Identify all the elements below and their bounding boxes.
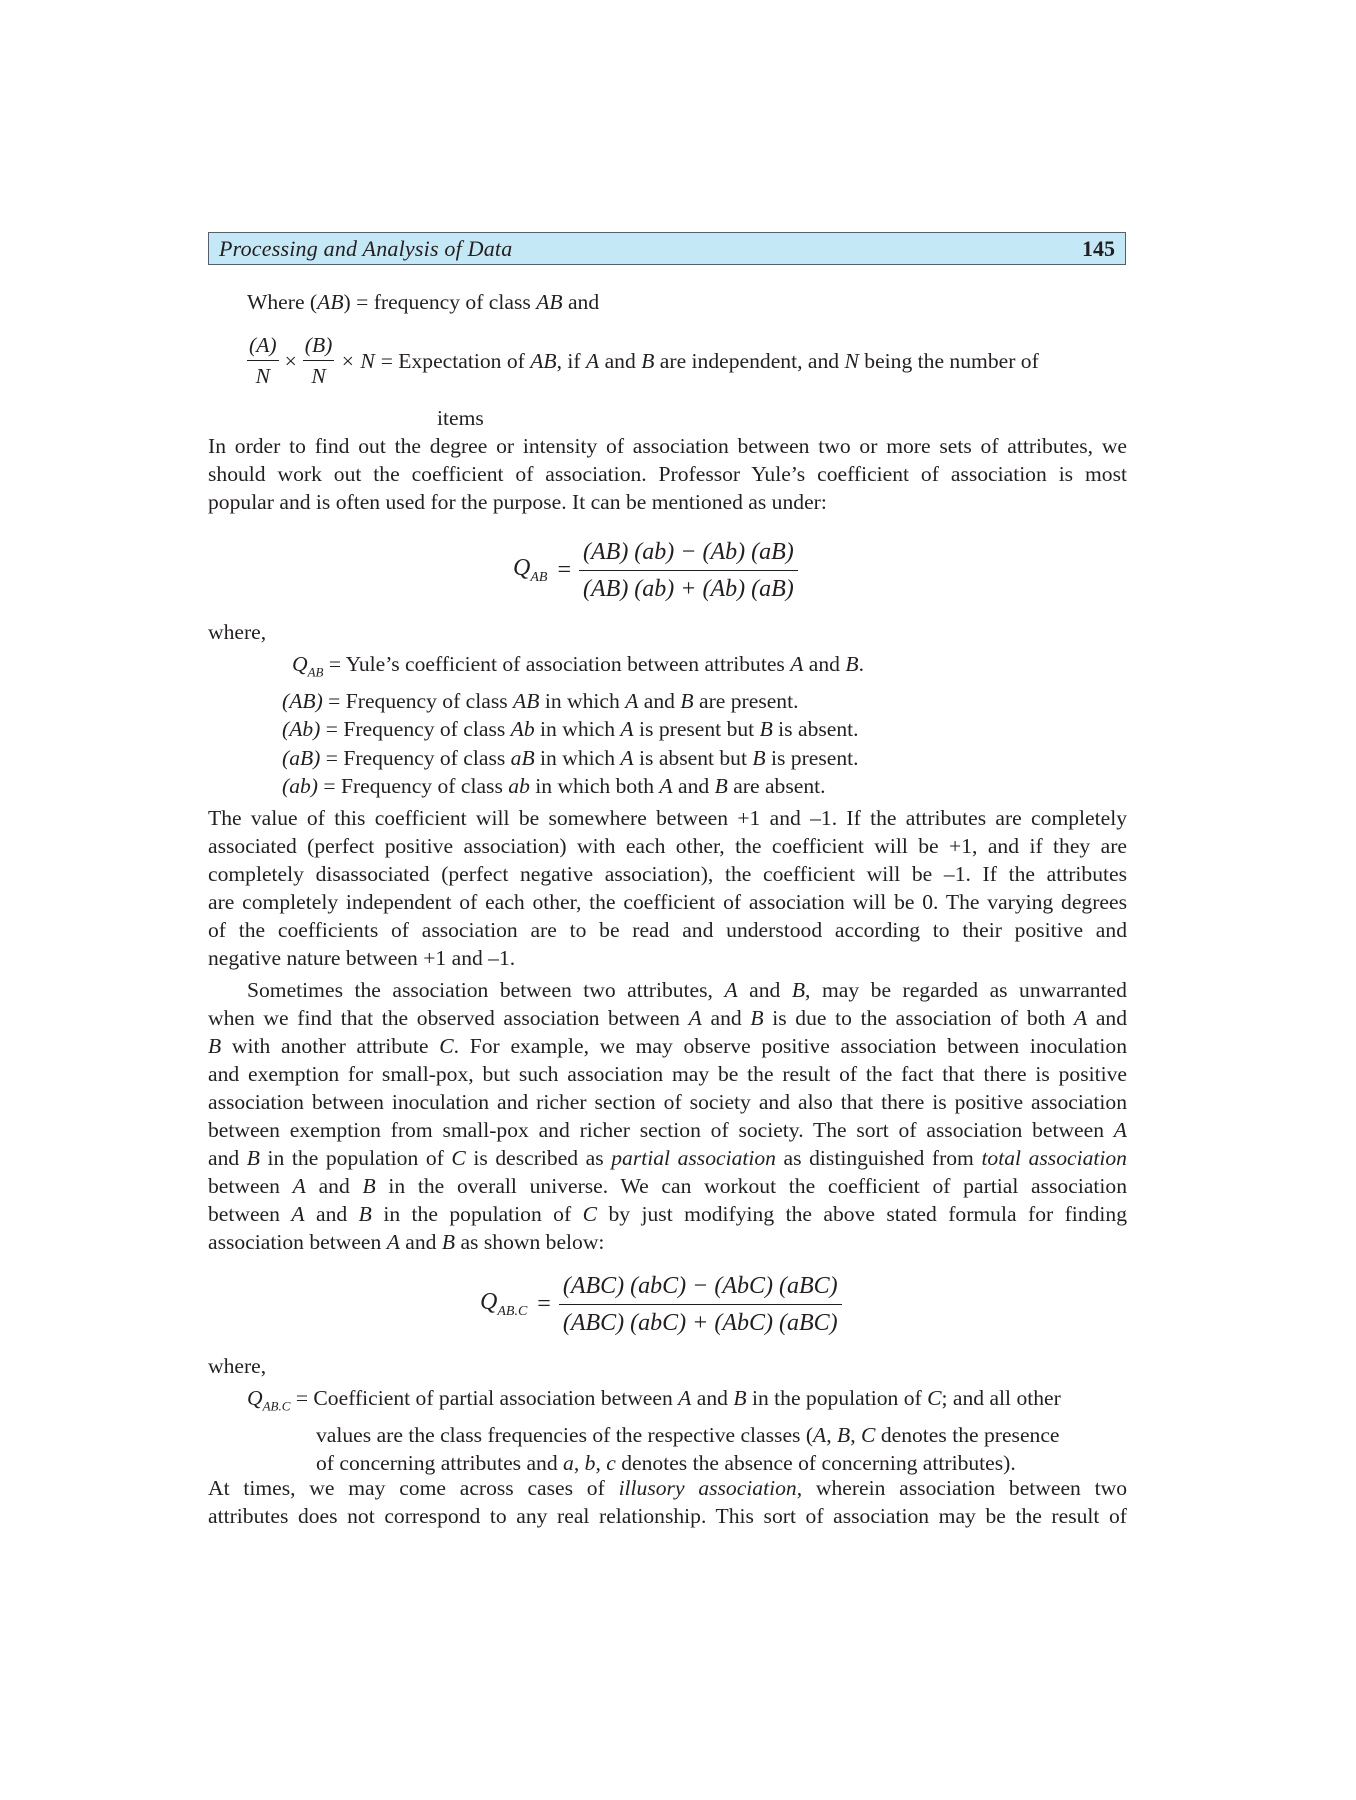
term: (ab) bbox=[282, 774, 318, 799]
text: are present. bbox=[693, 688, 799, 713]
var: B bbox=[362, 1174, 376, 1198]
formula-lhs bbox=[513, 555, 547, 586]
var: B bbox=[752, 745, 766, 770]
text-line: In order to find out the degree or intensity of association between two or more sets of attributes, we bbox=[208, 434, 1127, 458]
var: A bbox=[688, 1006, 702, 1030]
paragraph-partial-association bbox=[208, 976, 1127, 1256]
text: and bbox=[208, 1146, 247, 1170]
var: N bbox=[844, 348, 859, 373]
formula-fraction bbox=[579, 534, 798, 607]
text: and bbox=[599, 348, 642, 373]
text: when we find that the observed association between bbox=[208, 1006, 689, 1030]
var: B bbox=[208, 1034, 222, 1058]
where-label: where, bbox=[208, 620, 267, 644]
var: A bbox=[724, 978, 738, 1002]
text: , bbox=[573, 1451, 585, 1476]
var: AB bbox=[317, 290, 344, 314]
var: B bbox=[714, 774, 728, 799]
definition-lower-a-b bbox=[282, 744, 864, 773]
text: and bbox=[638, 688, 681, 713]
text: = Frequency of class bbox=[317, 774, 509, 799]
text: and bbox=[672, 774, 715, 799]
term: (Ab) bbox=[282, 717, 321, 742]
text: . bbox=[858, 652, 864, 676]
var: ab bbox=[508, 774, 530, 799]
var: A bbox=[620, 745, 634, 770]
definition-line bbox=[247, 1384, 1061, 1421]
var: b bbox=[584, 1451, 596, 1476]
equals-sign: = bbox=[537, 1291, 551, 1317]
text: as shown below: bbox=[455, 1230, 605, 1254]
text: and bbox=[737, 978, 792, 1002]
term-illusory-association: illusory association bbox=[618, 1476, 797, 1500]
text: denotes the absence of concerning attributes). bbox=[615, 1451, 1016, 1476]
text: = Frequency of class bbox=[322, 688, 514, 713]
var: B bbox=[641, 348, 655, 373]
text: in which bbox=[534, 717, 621, 742]
text: , bbox=[850, 1422, 862, 1447]
var: A bbox=[586, 348, 600, 373]
term: (AB) bbox=[282, 688, 323, 713]
text: and bbox=[305, 1174, 363, 1198]
var: A bbox=[790, 652, 804, 676]
var: B bbox=[246, 1146, 260, 1170]
yule-q-formula bbox=[513, 534, 798, 607]
var: aB bbox=[510, 745, 535, 770]
var: A bbox=[813, 1422, 827, 1447]
text: denotes the presence bbox=[875, 1422, 1060, 1447]
text: , if bbox=[556, 348, 586, 373]
text: by just modifying the above stated formula for finding bbox=[597, 1202, 1127, 1226]
text-line: association between inoculation and richer section of society and also that there is positive association bbox=[208, 1090, 1127, 1114]
text: ) = frequency of class bbox=[343, 290, 537, 314]
text-line: popular and is often used for the purpose. It can be mentioned as under: bbox=[208, 490, 827, 514]
text-line bbox=[208, 1172, 1127, 1200]
var: B bbox=[750, 1006, 764, 1030]
q-subscript: AB.C bbox=[497, 1303, 528, 1319]
page-number: 145 bbox=[1082, 235, 1115, 261]
text: between exemption from small-pox and richer section of society. The sort of association between bbox=[208, 1118, 1114, 1142]
text: and bbox=[399, 1230, 442, 1254]
formula-fraction bbox=[559, 1268, 842, 1341]
text: = Yule’s coefficient of association between attributes bbox=[323, 652, 791, 676]
text: and bbox=[701, 1006, 751, 1030]
fraction-a-over-n bbox=[247, 330, 279, 391]
var: c bbox=[606, 1451, 616, 1476]
text: is present. bbox=[765, 745, 859, 770]
text: between bbox=[208, 1174, 293, 1198]
times-sign: × bbox=[284, 348, 297, 373]
text-line: should work out the coefficient of association. Professor Yule’s coefficient of association is most bbox=[208, 462, 1127, 486]
text-line bbox=[208, 1116, 1127, 1144]
var: B bbox=[441, 1230, 456, 1254]
text: in the population of bbox=[371, 1202, 583, 1226]
q-symbol: Q bbox=[480, 1289, 498, 1316]
term: Q bbox=[292, 652, 308, 676]
text: in the population of bbox=[746, 1386, 928, 1410]
term-subscript: AB bbox=[307, 664, 324, 680]
text: association between bbox=[208, 1230, 387, 1254]
text: are absent. bbox=[727, 774, 826, 799]
text: being the number of bbox=[858, 348, 1039, 373]
text: is absent but bbox=[633, 745, 753, 770]
text-line bbox=[208, 1032, 1127, 1060]
text: in the overall universe. We can workout the coefficient of partial association bbox=[375, 1174, 1127, 1198]
text-line bbox=[208, 976, 1127, 1004]
paragraph-intro-coefficient bbox=[208, 432, 1127, 516]
var: A bbox=[659, 774, 673, 799]
definition-lower-ab bbox=[282, 772, 864, 801]
denominator: N bbox=[255, 364, 270, 388]
text: , wherein association between two bbox=[796, 1476, 1128, 1500]
term-partial-association: partial association bbox=[611, 1146, 776, 1170]
denominator: (ABC) (abC) + (AbC) (aBC) bbox=[562, 1310, 838, 1336]
definitions-list bbox=[282, 650, 864, 801]
text: ; and all other bbox=[941, 1386, 1061, 1410]
var: C bbox=[451, 1146, 466, 1170]
text: = Frequency of class bbox=[320, 745, 511, 770]
expectation-text bbox=[381, 346, 1039, 376]
numerator: (B) bbox=[303, 330, 335, 361]
definition-ab-lower-b bbox=[282, 715, 864, 744]
text: is described as bbox=[465, 1146, 612, 1170]
text: values are the class frequencies of the respective classes ( bbox=[316, 1422, 814, 1447]
text: is present but bbox=[633, 717, 760, 742]
text-line bbox=[208, 1144, 1127, 1172]
times-n: × N bbox=[340, 348, 375, 373]
var: A bbox=[678, 1386, 692, 1410]
term-subscript: AB.C bbox=[262, 1398, 291, 1414]
text: , may be regarded as unwarranted bbox=[805, 978, 1127, 1002]
text-line: of the coefficients of association are to be read and understood according to their positive and bbox=[208, 918, 1127, 942]
text: and bbox=[304, 1202, 359, 1226]
numerator: (AB) (ab) − (Ab) (aB) bbox=[579, 534, 798, 571]
var: AB bbox=[513, 688, 540, 713]
definition-ab bbox=[282, 687, 864, 716]
term: Q bbox=[247, 1386, 263, 1410]
text: in the population of bbox=[259, 1146, 452, 1170]
text: Where ( bbox=[247, 290, 318, 314]
where-label: where, bbox=[208, 1354, 267, 1378]
text-line: and exemption for small-pox, but such association may be the result of the fact that there is positive bbox=[208, 1062, 1127, 1086]
var: C bbox=[927, 1386, 942, 1410]
text-line: negative nature between +1 and –1. bbox=[208, 946, 516, 970]
text-line bbox=[208, 1474, 1127, 1502]
term-total-association: total association bbox=[981, 1146, 1127, 1170]
text-line bbox=[208, 1200, 1127, 1228]
paragraph-coefficient-range bbox=[208, 804, 1127, 972]
text-line: completely disassociated (perfect negative association), the coefficient will be –1. If the attributes bbox=[208, 862, 1127, 886]
var: A bbox=[291, 1202, 305, 1226]
where-ab-line bbox=[247, 288, 599, 316]
text: is due to the association of both bbox=[763, 1006, 1074, 1030]
denominator: N bbox=[311, 364, 326, 388]
text: of concerning attributes and bbox=[316, 1451, 564, 1476]
text-line: attributes does not correspond to any real relationship. This sort of association may be the result of bbox=[208, 1504, 1127, 1528]
q-symbol: Q bbox=[513, 555, 531, 582]
text: in which bbox=[539, 688, 626, 713]
text: . For example, we may observe positive association between inoculation bbox=[453, 1034, 1128, 1058]
running-title: Processing and Analysis of Data bbox=[219, 235, 513, 261]
text: with another attribute bbox=[221, 1034, 440, 1058]
var: C bbox=[861, 1422, 876, 1447]
text-line: associated (perfect positive association) with each other, the coefficient will be +1, and if they are bbox=[208, 834, 1127, 858]
denominator: (AB) (ab) + (Ab) (aB) bbox=[583, 576, 794, 602]
var: AB bbox=[536, 290, 563, 314]
var: B bbox=[733, 1386, 747, 1410]
equals-sign: = bbox=[557, 557, 571, 583]
var: B bbox=[680, 688, 694, 713]
text-line bbox=[208, 1228, 1127, 1256]
expectation-formula bbox=[247, 330, 1039, 391]
var: B bbox=[837, 1422, 851, 1447]
q-subscript: AB bbox=[530, 569, 548, 585]
var: Ab bbox=[510, 717, 535, 742]
var: A bbox=[292, 1174, 306, 1198]
text-line bbox=[208, 1004, 1127, 1032]
text: and bbox=[691, 1386, 734, 1410]
fraction-b-over-n bbox=[303, 330, 335, 391]
text: and bbox=[1087, 1006, 1127, 1030]
var: B bbox=[845, 652, 859, 676]
numerator: (ABC) (abC) − (AbC) (aBC) bbox=[559, 1268, 842, 1305]
items-continuation: items bbox=[437, 406, 484, 430]
definition-q-ab-c bbox=[247, 1384, 1061, 1478]
text: are independent, and bbox=[654, 348, 845, 373]
text-line: The value of this coefficient will be somewhere between +1 and –1. If the attributes are completely bbox=[208, 806, 1127, 830]
text: in which bbox=[534, 745, 621, 770]
var: C bbox=[439, 1034, 454, 1058]
text: At times, we may come across cases of bbox=[208, 1476, 619, 1500]
formula-lhs bbox=[480, 1289, 527, 1320]
paragraph-illusory-association bbox=[208, 1474, 1127, 1530]
definition-q-ab bbox=[282, 650, 864, 687]
text: = Expectation of bbox=[380, 348, 531, 373]
term: (aB) bbox=[282, 745, 321, 770]
var: A bbox=[1073, 1006, 1088, 1030]
definition-line bbox=[247, 1421, 1061, 1450]
text: , bbox=[826, 1422, 838, 1447]
text: Sometimes the association between two attributes, bbox=[247, 978, 725, 1002]
var: C bbox=[582, 1202, 598, 1226]
text: = Frequency of class bbox=[320, 717, 511, 742]
var: A bbox=[620, 717, 634, 742]
text: in which both bbox=[529, 774, 660, 799]
var: A bbox=[625, 688, 639, 713]
numerator: (A) bbox=[247, 330, 279, 361]
text: and bbox=[562, 290, 600, 314]
text: and bbox=[803, 652, 846, 676]
var: A bbox=[1113, 1118, 1127, 1142]
var: B bbox=[759, 717, 773, 742]
text-line: are completely independent of each other, the coefficient of association will be 0. The varying degrees bbox=[208, 890, 1127, 914]
text: is absent. bbox=[772, 717, 859, 742]
text: between bbox=[208, 1202, 292, 1226]
text: = Coefficient of partial association between bbox=[295, 1386, 679, 1410]
partial-q-formula bbox=[480, 1268, 842, 1341]
text: , bbox=[595, 1451, 607, 1476]
var: A bbox=[386, 1230, 400, 1254]
var: AB bbox=[530, 348, 557, 373]
text: as distinguished from bbox=[775, 1146, 982, 1170]
running-header bbox=[208, 232, 1126, 265]
var: a bbox=[563, 1451, 574, 1476]
var: B bbox=[358, 1202, 372, 1226]
var: B bbox=[791, 978, 806, 1002]
